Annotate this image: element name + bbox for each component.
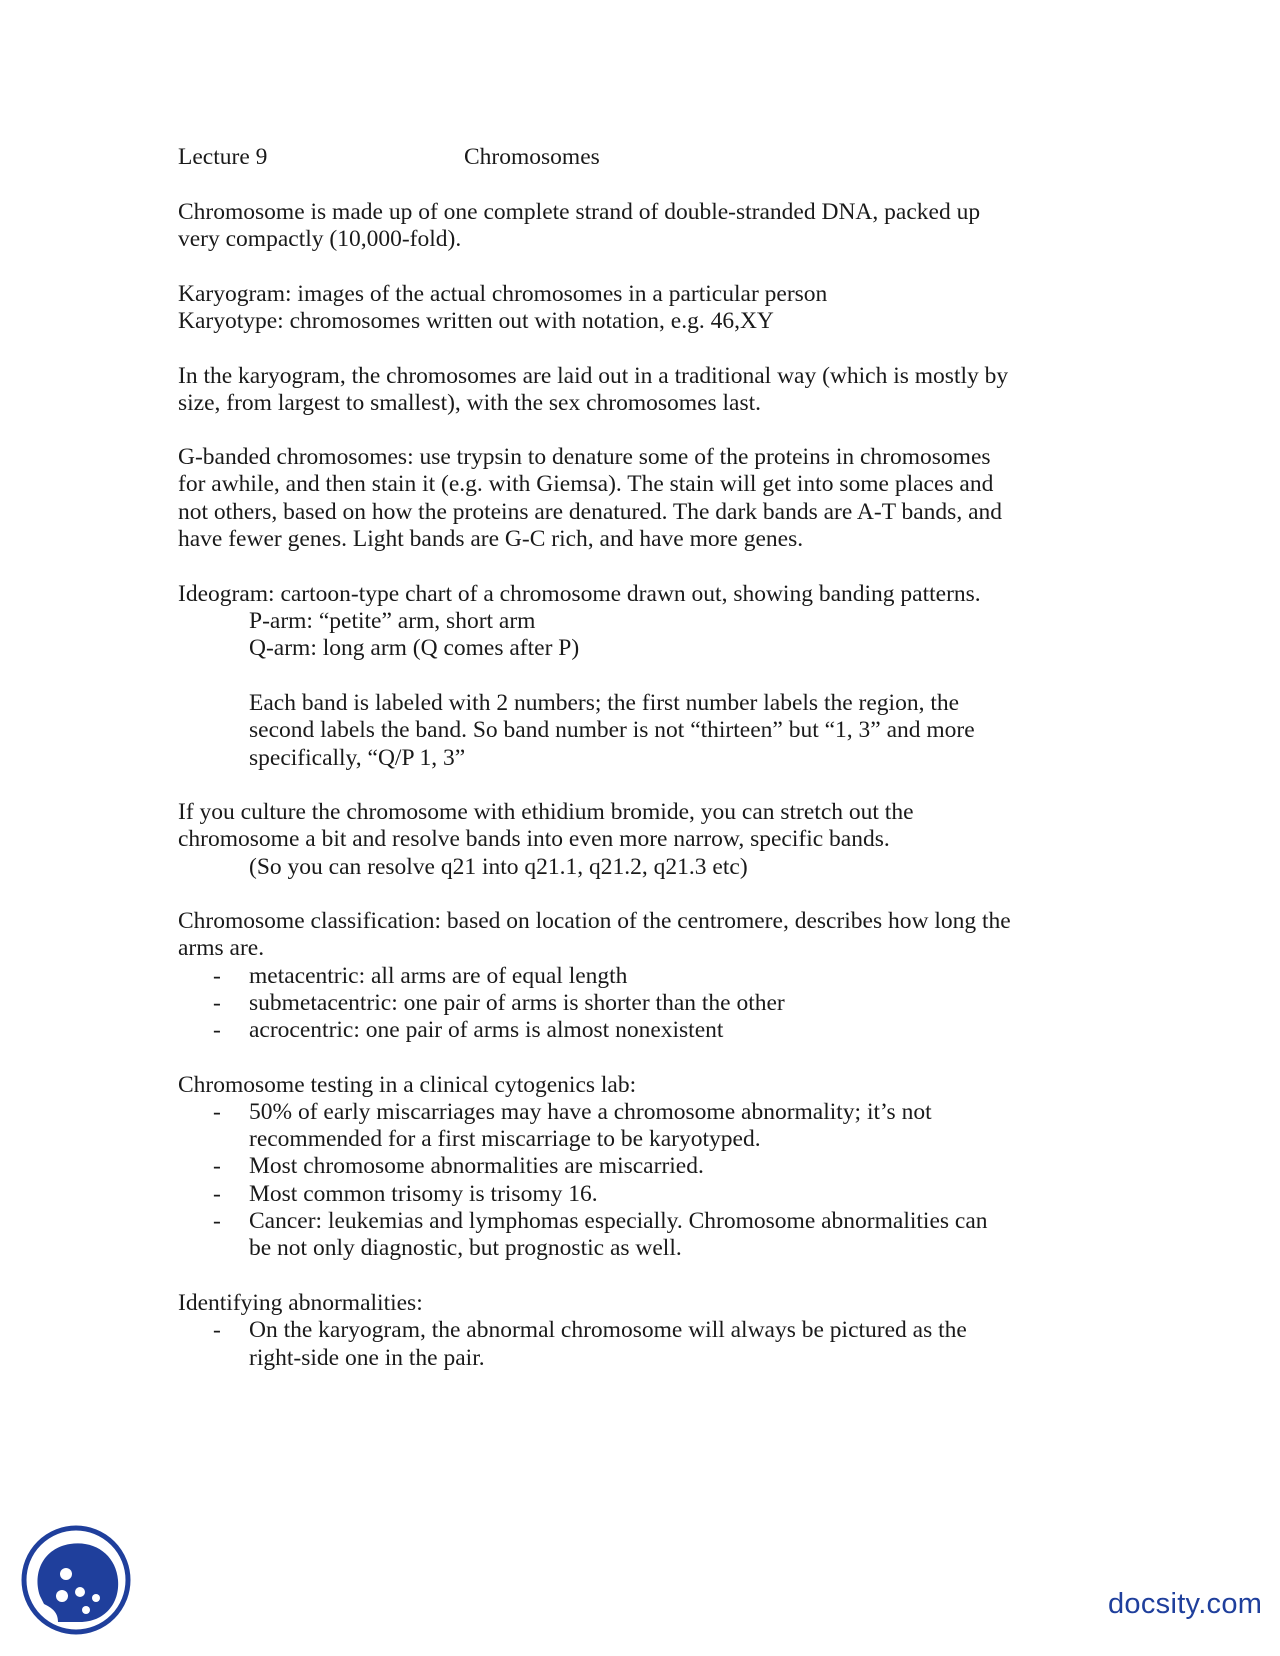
identifying-bullet-line-1: On the karyogram, the abnormal chromosome will always be pictured as the (249, 1317, 967, 1343)
docsity-logo-icon[interactable] (18, 1522, 134, 1638)
bullet-dash: - (213, 1317, 221, 1343)
ethidium-line-2: chromosome a bit and resolve bands into even more narrow, specific bands. (178, 826, 890, 852)
classification-bullet-submetacentric: submetacentric: one pair of arms is shorter than the other (249, 990, 785, 1016)
ethidium-line-3: (So you can resolve q21 into q21.1, q21.2, q21.3 etc) (249, 854, 748, 880)
q-arm-definition: Q-arm: long arm (Q comes after P) (249, 635, 580, 661)
bullet-dash: - (213, 1099, 221, 1125)
gbanded-line-4: have fewer genes. Light bands are G-C rich, and have more genes. (178, 526, 804, 552)
bullet-dash: - (213, 1181, 221, 1207)
classification-bullet-acrocentric: acrocentric: one pair of arms is almost nonexistent (249, 1017, 724, 1043)
testing-bullet-2: Most chromosome abnormalities are miscarried. (249, 1153, 704, 1179)
identifying-heading: Identifying abnormalities: (178, 1290, 423, 1316)
classification-line-1: Chromosome classification: based on location of the centromere, describes how long the (178, 908, 1011, 934)
band-note-line-1: Each band is labeled with 2 numbers; the first number labels the region, the (249, 690, 960, 716)
testing-heading: Chromosome testing in a clinical cytogenics lab: (178, 1072, 637, 1098)
karyogram-para-line-1: In the karyogram, the chromosomes are laid out in a traditional way (which is mostly by (178, 363, 1009, 389)
classification-line-2: arms are. (178, 935, 265, 961)
intro-line-1: Chromosome is made up of one complete strand of double-stranded DNA, packed up (178, 199, 981, 225)
lecture-number: Lecture 9 (178, 144, 268, 170)
intro-line-2: very compactly (10,000-fold). (178, 226, 462, 252)
testing-bullet-4-line-1: Cancer: leukemias and lymphomas especially. Chromosome abnormalities can (249, 1208, 988, 1234)
band-note-line-3: specifically, “Q/P 1, 3” (249, 745, 466, 771)
bullet-dash: - (213, 1208, 221, 1234)
gbanded-line-3: not others, based on how the proteins are denatured. The dark bands are A-T bands, and (178, 499, 1003, 525)
bullet-dash: - (213, 990, 221, 1016)
gbanded-line-2: for awhile, and then stain it (e.g. with Giemsa). The stain will get into some places and (178, 471, 994, 497)
bullet-dash: - (213, 963, 221, 989)
docsity-brand-link[interactable]: docsity.com (1108, 1588, 1263, 1620)
testing-bullet-3: Most common trisomy is trisomy 16. (249, 1181, 598, 1207)
ideogram-definition: Ideogram: cartoon-type chart of a chromosome drawn out, showing banding patterns. (178, 581, 981, 607)
ethidium-line-1: If you culture the chromosome with ethidium bromide, you can stretch out the (178, 799, 914, 825)
testing-bullet-1-line-2: recommended for a first miscarriage to be karyotyped. (249, 1126, 761, 1152)
p-arm-definition: P-arm: “petite” arm, short arm (249, 608, 536, 634)
lecture-title: Chromosomes (464, 144, 600, 170)
karyogram-definition: Karyogram: images of the actual chromosomes in a particular person (178, 281, 828, 307)
gbanded-line-1: G-banded chromosomes: use trypsin to denature some of the proteins in chromosomes (178, 444, 991, 470)
bullet-dash: - (213, 1017, 221, 1043)
karyogram-para-line-2: size, from largest to smallest), with the sex chromosomes last. (178, 390, 762, 416)
classification-bullet-metacentric: metacentric: all arms are of equal length (249, 963, 628, 989)
bullet-dash: - (213, 1153, 221, 1179)
testing-bullet-1-line-1: 50% of early miscarriages may have a chromosome abnormality; it’s not (249, 1099, 932, 1125)
testing-bullet-4-line-2: be not only diagnostic, but prognostic as well. (249, 1235, 682, 1261)
karyotype-definition: Karyotype: chromosomes written out with notation, e.g. 46,XY (178, 308, 774, 334)
identifying-bullet-line-2: right-side one in the pair. (249, 1345, 485, 1371)
band-note-line-2: second labels the band. So band number is not “thirteen” but “1, 3” and more (249, 717, 975, 743)
